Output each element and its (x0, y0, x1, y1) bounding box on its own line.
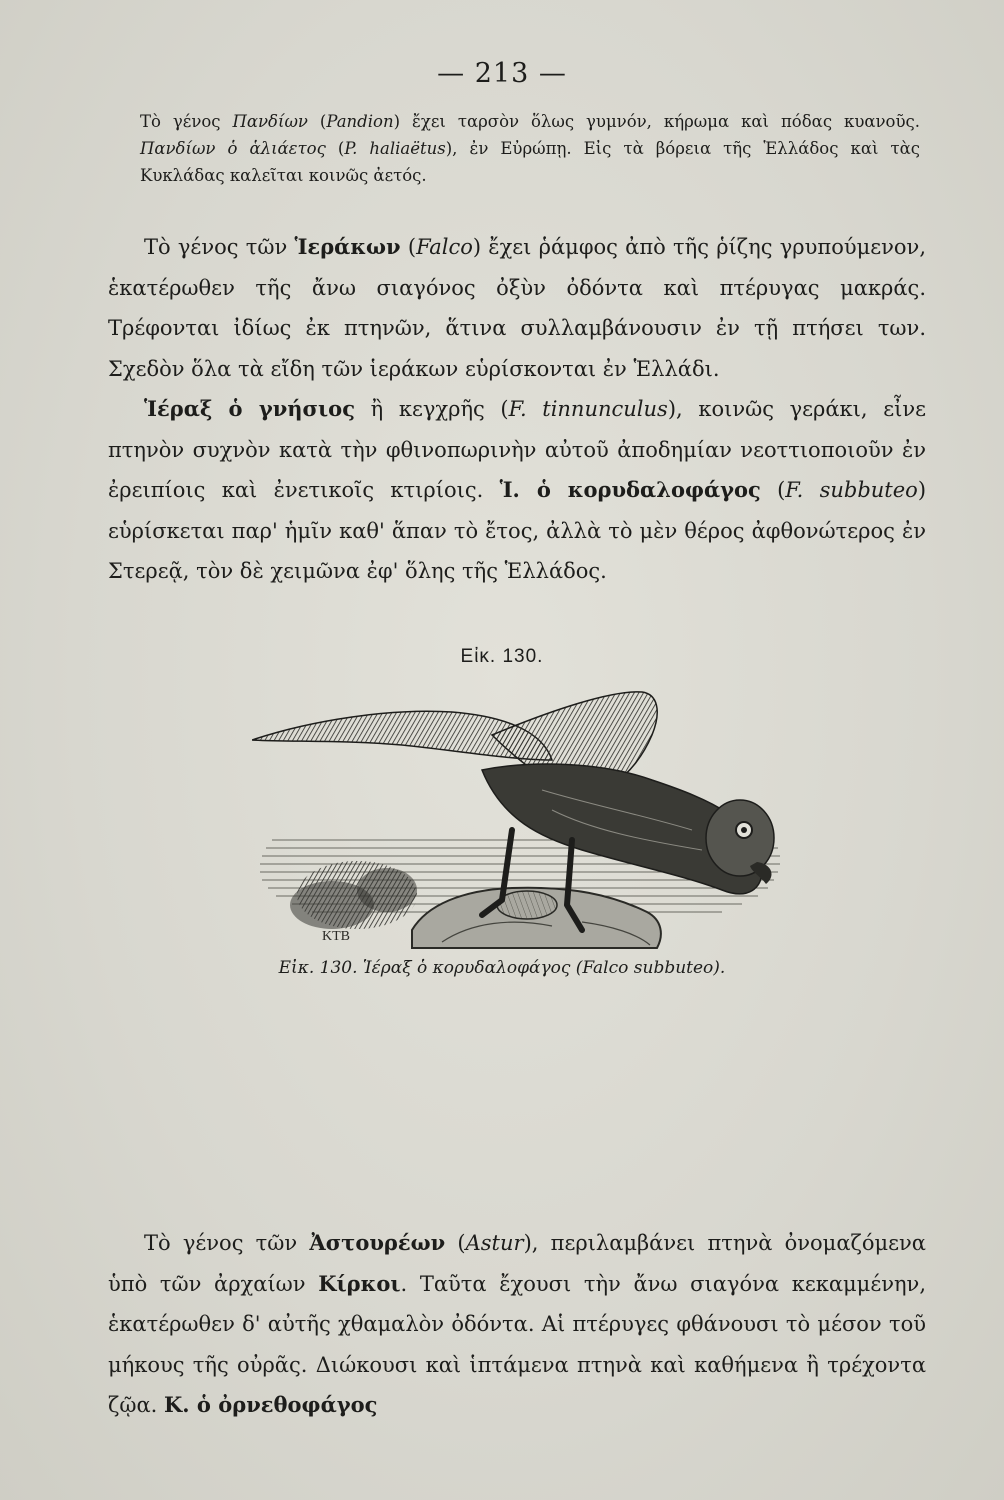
falco-paragraph (108, 227, 926, 389)
astur-paragraph (108, 1223, 926, 1426)
species-heading: Ἱέραξ ὁ γνήσιος (144, 396, 355, 421)
text-run: ( (445, 1231, 466, 1255)
pandion-text (140, 108, 920, 189)
text-run: ( (325, 139, 345, 158)
latin-name: F. subbuteo (785, 478, 918, 502)
text-run: ), ἐν Εὐρώπῃ. Εἰς τὰ βόρεια τῆς Ἑλλάδος καὶ τὰς Κυκλάδας καλεῖται κοινῶς ἀετός. (140, 139, 920, 185)
genus-name: Πανδίων (232, 112, 308, 131)
species-heading: Κ. ὁ ὀρνεθοφάγος (164, 1392, 378, 1417)
text-run: Τὸ γένος τῶν (144, 1231, 310, 1255)
ancient-name: Κίρκοι (318, 1270, 401, 1296)
text-run: ( (307, 112, 327, 131)
genus-heading: Ἀστουρέων (309, 1230, 446, 1255)
falcon-engraving (252, 690, 782, 952)
latin-name: Pandion (326, 112, 394, 131)
species-heading: Ἱ. ὁ κορυδαλοφάγος (499, 477, 761, 502)
text-run: ), περιλαμβάνει πτηνὰ ὀνομαζόμενα ὑπὸ τῶν ἀρχαίων (108, 1231, 926, 1296)
astur-section (108, 1223, 926, 1426)
text-run: ) εὑρίσκεται παρ' ἡμῖν καθ' ἅπαν τὸ ἔτος, ἀλλὰ τὸ μὲν θέρος ἀφθονώτερος ἐν Στερεᾷ, τὸν δὲ χειμῶνα ἐφ' ὅλης τῆς Ἑλλάδος. (108, 478, 927, 583)
latin-name: F. tinnunculus (508, 397, 668, 421)
latin-name: P. haliaëtus (344, 139, 446, 158)
species-name: Πανδίων ὁ ἁλιάετος (140, 139, 326, 158)
text-run: Τὸ γένος (140, 112, 233, 131)
falco-section (108, 227, 926, 592)
figure-label: Εἰκ. 130. (460, 646, 544, 667)
text-run: ) ἔχει ῥάμφος ἀπὸ τῆς ῥίζης γρυπούμενον, ἑκατέρωθεν τῆς ἄνω σιαγόνος ὀξὺν ὀδόντα καὶ πτέρυγας μακράς. Τρέφονται ἰδίως ἐκ πτηνῶν, ἅτινα συλλαμβάνουσιν ἐν τῇ πτήσει των. Σχεδὸν ὅλα τὰ εἴδη τῶν ἱεράκων εὑρίσκονται ἐν Ἑλλάδι. (108, 235, 926, 381)
figure-caption: Εἰκ. 130. Ἱέραξ ὁ κορυδαλοφάγος (Falco subbuteo). (278, 958, 726, 978)
genus-heading: Ἱεράκων (294, 234, 401, 259)
text-run: ( (760, 478, 786, 502)
page-number: — 213 — (437, 58, 567, 89)
text-run: ( (400, 235, 417, 259)
pandion-paragraph (140, 108, 920, 189)
text-run: ) ἔχει ταρσὸν ὅλως γυμνόν, κήρωμα καὶ πόδας κυανοῦς. (393, 112, 920, 131)
text-run: ), κοινῶς γεράκι, εἶνε πτηνὸν συχνὸν κατὰ τὴν φθινοπωρινὴν αὐτοῦ ἀποδημίαν νεοττιοποιοῦν ἐν ἐρειπίοις καὶ ἐνετικοῖς κτιρίοις. (108, 397, 926, 502)
text-run: . Ταῦτα ἔχουσι τὴν ἄνω σιαγόνα κεκαμμένην, ἑκατέρωθεν δ' αὐτῆς χθαμαλὸν ὀδόντα. Αἱ πτέρυγες φθάνουσι τὸ μέσον τοῦ μήκους τῆς οὐρᾶς. Διώκουσι καὶ ἱπτάμενα πτηνὰ καὶ καθήμενα ἢ τρέχοντα ζῷα. (108, 1271, 926, 1417)
text-run: ἢ κεγχρῆς ( (354, 397, 509, 421)
shrub (290, 861, 417, 929)
prey-bird (497, 891, 557, 919)
latin-name: Falco (416, 235, 473, 259)
artist-mark: KTB (322, 929, 350, 944)
text-run: Τὸ γένος τῶν (144, 235, 295, 259)
latin-name: Astur (465, 1231, 524, 1255)
species-paragraph (108, 389, 926, 592)
